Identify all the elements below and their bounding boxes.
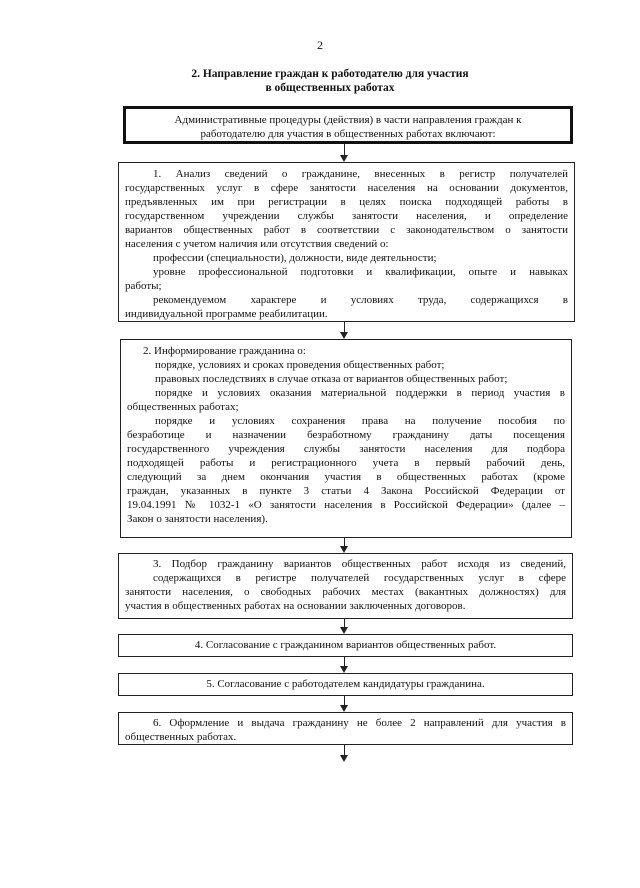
step-1-line: населения с учетом наличия или отсутствия сведений о: [125, 238, 389, 250]
arrow-down-icon [340, 332, 348, 339]
step-2-line: безработице и назначении безработному гражданину даты посещения [127, 429, 565, 441]
step-2-line: государственного учреждения службы занятости населения для подбора [127, 443, 565, 455]
header-box-line-2: работодателю для участия в общественных работах включают: [200, 128, 496, 140]
header-box-line-1: Административные процедуры (действия) в части направления граждан к [174, 114, 522, 126]
section-title-line-1: 2. Направление граждан к работодателю для участия [191, 68, 469, 80]
arrow-down-icon [340, 705, 348, 712]
step-2-line: порядке и условиях сохранения права на получение пособия по [155, 415, 565, 427]
step-1-line: уровне профессиональной подготовки и квалификации, опыте и навыках [153, 266, 568, 278]
step-3-line: занятости населения, о свободных рабочих местах (вакантных должностях) для [125, 586, 566, 598]
step-1-line: индивидуальной программе реабилитации. [125, 308, 328, 320]
step-2-line: 2. Информирование гражданина о: [143, 345, 306, 357]
step-4-text: 4. Согласование с гражданином вариантов общественных работ. [194, 639, 497, 651]
step-1-line: государственном учреждении службы занятости населения, и определение [125, 210, 568, 222]
step-2-line: общественных работах; [127, 401, 239, 413]
step-2-line: подходящей работы и регистрационного учета в первый рабочий день, [127, 457, 565, 469]
step-2-line: 19.04.1991 № 1032-1 «О занятости населения в Российской Федерации» (далее – [127, 499, 565, 511]
step-1-analysis-box [118, 162, 575, 322]
section-title [150, 67, 510, 95]
step-2-line: граждан, указанных в пункте 3 статьи 4 Закона Российской Федерации от [127, 485, 565, 497]
step-3-line: содержащихся в регистре получателей государственных услуг в сфере [153, 572, 566, 584]
step-1-line: профессии (специальности), должности, виде деятельности; [153, 252, 437, 264]
arrow-down-icon [340, 155, 348, 162]
section-title-line-2: в общественных работах [265, 82, 395, 94]
step-2-informing-box [120, 339, 572, 538]
step-6-line-1: 6. Оформление и выдача гражданину не более 2 направлений для участия в [153, 717, 566, 729]
arrow-down-icon [340, 666, 348, 673]
step-6-line-2: общественных работах. [125, 731, 237, 743]
arrow-down-icon [340, 755, 348, 762]
step-6-issue-referrals-box [118, 712, 573, 745]
step-1-line: государственных услуг в сфере занятости населения на основании документов, [125, 182, 568, 194]
step-1-line: работы; [125, 280, 162, 292]
step-3-line: 3. Подбор гражданину вариантов общественных работ исходя из сведений, [153, 558, 566, 570]
header-procedures-box [123, 106, 573, 144]
step-2-line: следующий за днем окончания участия в общественных работах (кроме [127, 471, 565, 483]
step-1-line: предъявленных им при регистрации в целях поиска подходящей работы в [125, 196, 568, 208]
step-2-line: порядке и условиях оказания материальной поддержки в период участия в [155, 387, 565, 399]
arrow-down-icon [340, 627, 348, 634]
arrow-down-icon [340, 546, 348, 553]
step-1-line: вариантов общественных работ в соответствии с законодательством о занятости [125, 224, 568, 236]
step-5-agreement-employer-box [118, 673, 573, 696]
step-3-line: участия в общественных работах на основании заключенных договоров. [125, 600, 466, 612]
step-2-line: порядке, условиях и сроках проведения общественных работ; [155, 359, 445, 371]
step-5-text: 5. Согласование с работодателем кандидатуры гражданина. [206, 678, 485, 690]
step-1-line: рекомендуемом характере и условиях труда, содержащихся в [153, 294, 568, 306]
step-4-agreement-citizen-box [118, 634, 573, 657]
step-2-line: Закон о занятости населения). [127, 513, 268, 525]
step-3-selection-box [118, 553, 573, 619]
step-1-line: 1. Анализ сведений о гражданине, внесенных в регистр получателей [153, 168, 568, 180]
step-2-line: правовых последствиях в случае отказа от вариантов общественных работ; [155, 373, 508, 385]
page-number: 2 [317, 38, 323, 52]
